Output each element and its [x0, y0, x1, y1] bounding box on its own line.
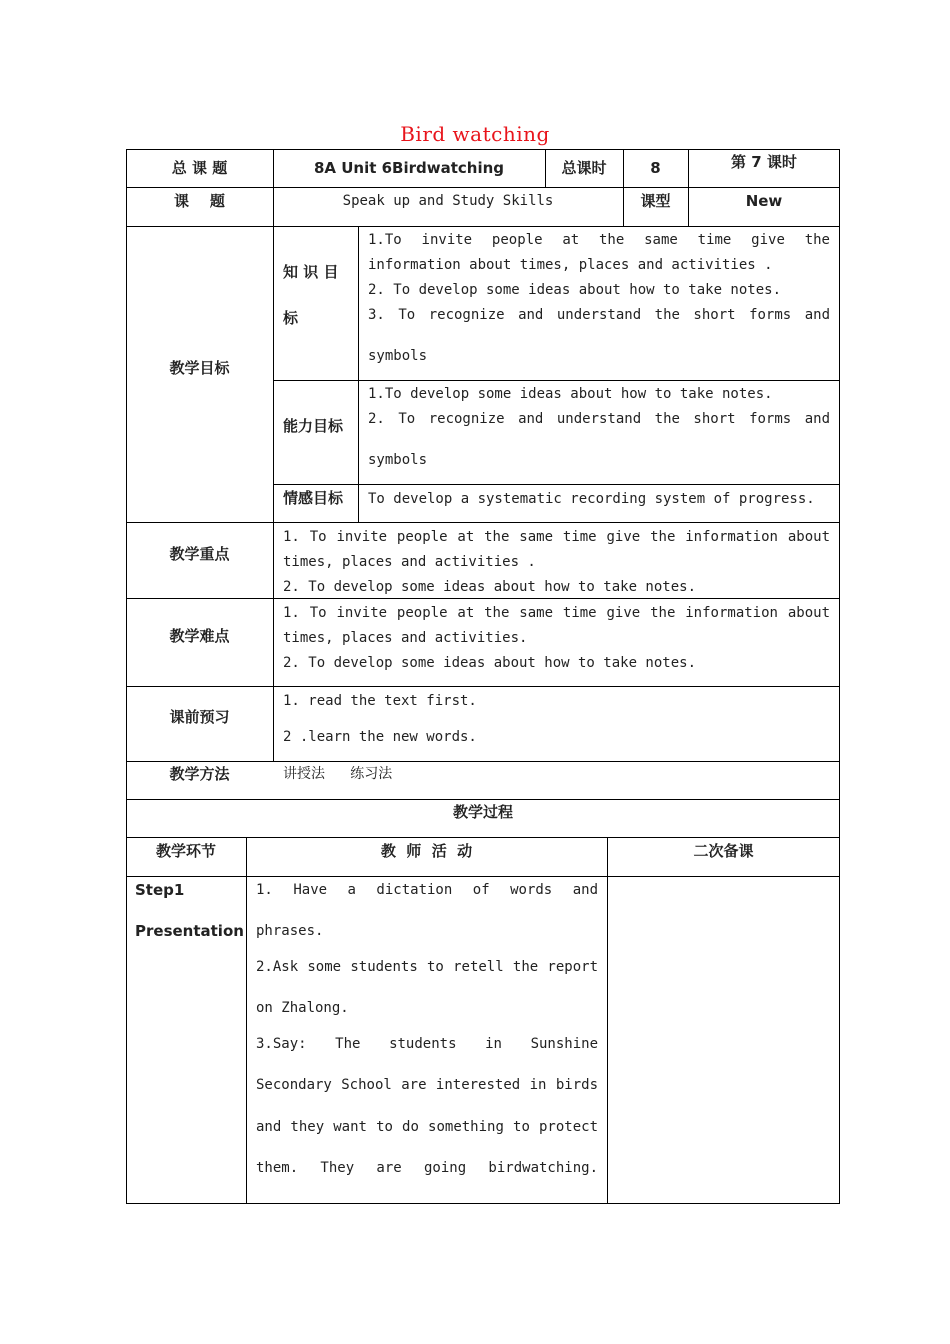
activity-line: them. They are going birdwatching. [256, 1160, 598, 1176]
knowledge-line: information about times, places and activities . [368, 257, 773, 273]
col-notes-header: 二次备课 [693, 842, 754, 860]
objectives-label: 教学目标 [169, 359, 230, 377]
topic-label: 课 题 [174, 192, 225, 210]
knowledge-line: 1.To invite people at the same time give the [368, 232, 830, 248]
activity-line: Secondary School are interested in birds [256, 1077, 598, 1093]
activity-line: and they want to do something to protect [256, 1119, 598, 1135]
total-topic-label: 总 课 题 [171, 159, 228, 177]
knowledge-label-cont: 标 [283, 309, 299, 327]
type-value: New [745, 192, 783, 210]
step-name: Presentation [135, 922, 244, 940]
activity-line: 3.Say: The students in Sunshine [256, 1036, 598, 1052]
difficulty-line: 1. To invite people at the same time give the information about [283, 605, 830, 621]
step-label: Step1 [135, 881, 185, 899]
activity-line: 2.Ask some students to retell the report [256, 959, 598, 975]
methods-label: 教学方法 [169, 765, 230, 783]
process-heading: 教学过程 [452, 803, 513, 821]
difficulty-line: 2. To develop some ideas about how to take notes. [283, 655, 697, 671]
ability-line: 1.To develop some ideas about how to take notes. [368, 386, 773, 402]
difficulty-line: times, places and activities. [283, 630, 528, 646]
activity-line: phrases. [256, 923, 324, 939]
knowledge-line: symbols [368, 348, 428, 364]
knowledge-line: 3. To recognize and understand the short forms and [368, 307, 830, 323]
total-hours-value: 8 [650, 159, 661, 177]
col-stage-header: 教学环节 [155, 842, 216, 860]
key-point-line: times, places and activities . [283, 554, 536, 570]
knowledge-label: 知 识 目 [283, 263, 339, 281]
emotion-text: To develop a systematic recording system of progress. [368, 491, 815, 507]
total-hours-label: 总课时 [561, 159, 607, 177]
key-points-label: 教学重点 [169, 545, 230, 563]
ability-label: 能力目标 [283, 417, 344, 435]
lesson-number: 第 7 课时 [731, 153, 797, 171]
knowledge-line: 2. To develop some ideas about how to take notes. [368, 282, 782, 298]
key-point-line: 2. To develop some ideas about how to take notes. [283, 579, 697, 595]
methods-value: 讲授法 练习法 [283, 766, 393, 782]
document-title: Bird watching [400, 122, 550, 146]
preview-line: 2 .learn the new words. [283, 729, 477, 745]
topic-value: Speak up and Study Skills [342, 193, 554, 209]
type-label: 课型 [640, 192, 671, 210]
difficulties-label: 教学难点 [169, 627, 230, 645]
activity-line: on Zhalong. [256, 1000, 349, 1016]
preview-label: 课前预习 [169, 708, 230, 726]
ability-line: symbols [368, 452, 428, 468]
key-point-line: 1. To invite people at the same time give the information about [283, 529, 830, 545]
emotion-label: 情感目标 [283, 489, 344, 507]
col-teacher-header: 教 师 活 动 [380, 842, 473, 860]
ability-line: 2. To recognize and understand the short forms and [368, 411, 830, 427]
total-topic-value: 8A Unit 6Birdwatching [313, 159, 505, 177]
preview-line: 1. read the text first. [283, 693, 477, 709]
activity-line: 1. Have a dictation of words and [256, 882, 598, 898]
